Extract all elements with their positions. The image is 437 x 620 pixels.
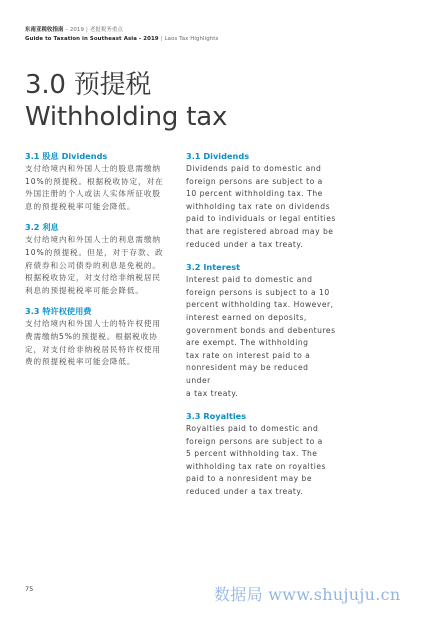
section-body	[186, 423, 336, 499]
page-title	[25, 69, 227, 133]
text-line: reduced under a tax treaty.	[186, 239, 304, 249]
header-title-en: Guide to Taxation in Southeast Asia - 2019	[25, 36, 159, 42]
left-column-chinese	[25, 151, 180, 378]
right-column-english	[186, 151, 336, 510]
text-line: Royalties paid to domestic and	[186, 424, 319, 434]
text-line: 府债券和公司债券的利息是免税的。	[25, 260, 161, 270]
section-interest-en	[186, 262, 336, 400]
section-heading: 3.1 Dividends	[186, 151, 250, 161]
text-line: government bonds and debentures	[186, 325, 336, 335]
section-heading: 3.3 特许权使用费	[25, 306, 92, 317]
text-line: 5 percent withholding tax. The	[186, 449, 318, 459]
text-line: 利息的预提税税率可能会降低。	[25, 285, 144, 295]
header-title-cn: 东南亚税收指南	[25, 27, 64, 33]
header-title-cn-suffix: – 2019	[63, 27, 84, 33]
section-heading: 3.2 利息	[25, 222, 59, 233]
text-line: 10%的预提税。根据税收协定，对在	[25, 176, 164, 186]
text-line: interest earned on deposits,	[186, 312, 307, 322]
header-cn-row	[25, 26, 218, 35]
text-line: 费需缴纳5%的预提税。根据税收协	[25, 331, 158, 341]
text-line: paid to individuals or legal entities	[186, 214, 336, 224]
section-body	[25, 163, 180, 213]
header-separator: |	[85, 27, 88, 33]
text-line: 息的预提税税率可能会降低。	[25, 201, 136, 211]
text-line: 外国注册的个人或法人实体所征收股	[25, 189, 161, 199]
page-title-line-2: Withholding tax	[25, 102, 228, 132]
text-line: that are registered abroad may be	[186, 226, 334, 236]
text-line: 10 percent withholding tax. The	[186, 189, 323, 199]
text-line: percent withholding tax. However,	[186, 300, 334, 310]
page-title-line-1: 3.0 预提税	[25, 70, 152, 100]
section-heading: 3.1 股息 Dividends	[25, 151, 108, 161]
text-line: foreign persons are subject to a	[186, 176, 323, 186]
section-heading: 3.3 Royalties	[186, 411, 247, 422]
section-heading: 3.2 Interest	[186, 262, 241, 273]
header-subtitle-en: Laos Tax Highlights	[164, 36, 219, 42]
header-en-row	[25, 35, 218, 44]
watermark: 数据局 www.shujuju.cn	[214, 585, 401, 604]
section-body	[25, 318, 180, 368]
text-line: foreign persons are subject to a	[186, 436, 323, 446]
section-interest-cn	[25, 222, 180, 297]
text-line: withholding tax rate on dividends	[186, 201, 331, 211]
section-body	[25, 234, 180, 297]
text-line: foreign persons is subject to a 10	[186, 287, 330, 297]
text-line: 定，对支付给非纳税居民特许权使用	[25, 344, 161, 354]
section-body	[186, 274, 336, 400]
text-line: 支付给境内和外国人士的特许权使用	[25, 319, 161, 329]
text-line: 支付给境内和外国人士的利息需缴纳	[25, 235, 161, 245]
section-body	[186, 163, 336, 251]
text-line: 根据税收协定，对支付给非纳税居民	[25, 273, 161, 283]
text-line: withholding tax rate on royalties	[186, 461, 326, 471]
text-line: paid to a nonresident may be	[186, 474, 313, 484]
text-line: 费的预提税税率可能会降低。	[25, 357, 136, 367]
text-line: Interest paid to domestic and	[186, 275, 313, 285]
text-line: 10%的预提税。但是，对于存款、政	[25, 247, 164, 257]
header-subtitle-cn: 老挝税务重点	[89, 27, 123, 33]
text-line: are exempt. The withholding	[186, 338, 309, 348]
text-line: Dividends paid to domestic and	[186, 164, 322, 173]
section-dividends-en	[186, 151, 336, 251]
text-line: a tax treaty.	[186, 388, 239, 398]
text-line: tax rate on interest paid to a	[186, 350, 311, 360]
section-royalties-en	[186, 411, 336, 499]
text-line: 支付给境内和外国人士的股息需缴纳	[25, 164, 161, 173]
running-header	[25, 26, 218, 44]
header-separator: |	[160, 36, 163, 42]
text-line: reduced under a tax treaty.	[186, 487, 304, 497]
text-line: nonresident may be reduced under	[186, 363, 309, 385]
page-number: 75	[25, 585, 34, 593]
section-dividends-cn	[25, 151, 180, 213]
section-royalties-cn	[25, 306, 180, 368]
